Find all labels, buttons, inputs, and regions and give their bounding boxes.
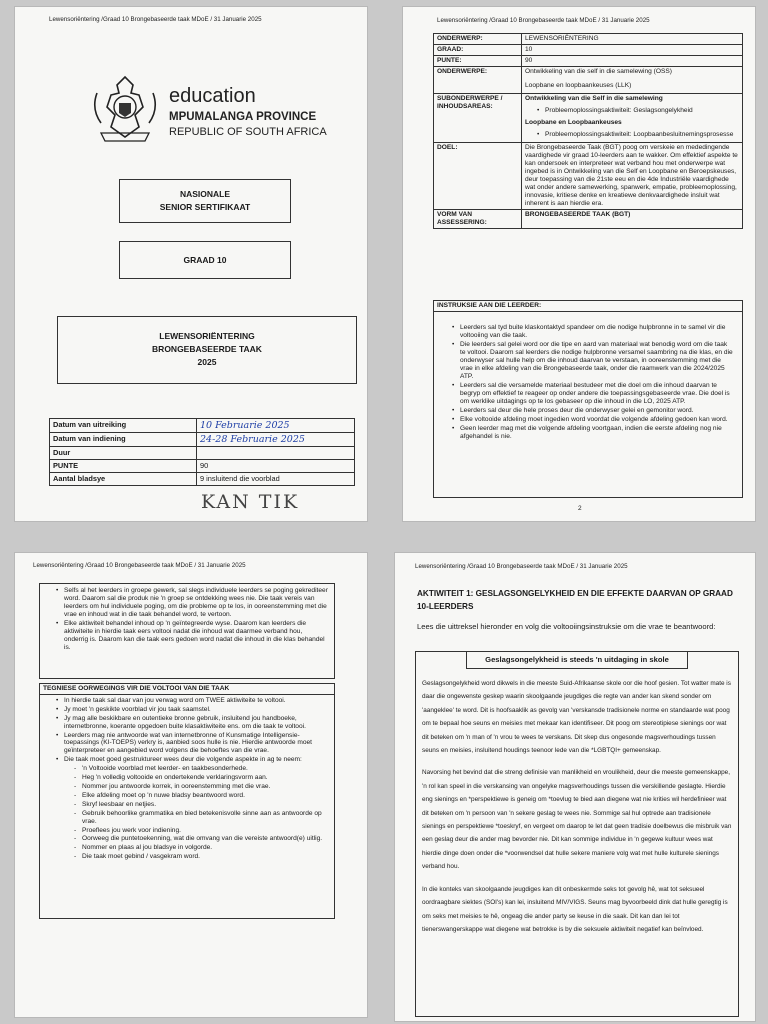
topic-line: Loopbane en loopbaankeuses (LLK) — [525, 82, 632, 89]
technical-page — [14, 552, 368, 1018]
info-label: ONDERWERP: — [434, 34, 522, 45]
aspect-item: - Gebruik behoorlike grammatika en bied betekenisvolle sinne aan as antwoorde op vrae. — [72, 810, 328, 826]
technical-title: TEGNIESE OORWEGINGS VIR DIE VOLTOOI VAN DIE TAAK — [40, 684, 334, 695]
technical-list — [40, 695, 334, 764]
title-line-1: LEWENSORIËNTERING — [159, 331, 255, 341]
page-header: Lewensoriëntering /Graad 10 Brongebaseerde taak MDoE / 31 Januarie 2025 — [437, 17, 650, 24]
detail-value: 10 Februarie 2025 — [197, 419, 355, 433]
detail-value: 24-28 Februarie 2025 — [197, 433, 355, 447]
aspect-item: - Nommer jou antwoorde korrek, in ooreenstemming met die vrae. — [72, 783, 328, 791]
title-line-3: 2025 — [197, 357, 217, 367]
extract-box — [415, 651, 739, 1017]
detail-label: PUNTE — [50, 460, 197, 473]
info-label: VORM VAN ASSESSERING: — [434, 210, 522, 229]
info-label: ONDERWERPE: — [434, 67, 522, 94]
logo-province: MPUMALANGA PROVINCE — [169, 111, 317, 123]
aspect-item: - Oorweeg die puntetoekenning, wat die omvang van die vereiste antwoord(e) uitlig. — [72, 835, 328, 843]
info-label: PUNTE: — [434, 56, 522, 67]
effort-list — [40, 584, 334, 652]
logo-word-education: education — [169, 85, 256, 107]
extract-paragraph: In die konteks van skoolgaande jeugdiges kan dit onbeskermde seks tot gevolg hê, wat tot seksueel oordraagbare siektes (SOI's) kan lei, insluitend MIV/VIGS. Seuns mag byvoorbeeld dink dat hulle geregtig is om seks met meisies te hê, ongeag die ander party se keuse in die saak. Dit kan dan lei tot tienerswangerskappe wat diegene wat betrokke is by die seksuele aktiwiteit negatief kan beïnvloed. — [422, 885, 728, 933]
handwritten-note: KAN TIK — [201, 491, 300, 513]
info-row — [434, 45, 743, 56]
info-value: 10 — [522, 45, 743, 56]
coat-of-arms-logo — [87, 73, 163, 145]
instruction-item: • Geen leerder mag met die volgende afdeling voortgaan, indien die eerste afdeling nog nie afgehandel is nie. — [450, 425, 734, 441]
instruction-item: • Leerders sal die versamelde materiaal bestudeer met die doel om die inhoud daarvan te begryp om effektief te reageer op onder andere die toepassingsgebaseerde vrae. Die doel is om werklike uitdagings op te los gebaseer op die inhoud in die LO, 2025 ATP. — [450, 382, 734, 406]
effort-item: • Selfs al het leerders in groepe gewerk, sal slegs individuele leerders se poging gekrediteer word. Daarom sal die produk nie 'n groep se ontdekking wees nie. Die taak vereis van leerders om hul individuele poging, om die probleme op te los, in ooreenstemming met die vrae en inhoud wat in die taak behandel word, te vertoon. — [54, 587, 328, 619]
task-info-table — [433, 33, 743, 229]
aspect-item: - Die taak moet gebind / vasgekram word. — [72, 853, 328, 861]
topic-line: Ontwikkeling van die self in die samelewing (OSS) — [525, 68, 672, 75]
technical-item: • In hierdie taak sal daar van jou verwag word om TWEE aktiwiteite te voltooi. — [54, 697, 328, 705]
detail-label: Datum van indiening — [50, 433, 197, 447]
technical-item: • Jy mag alle beskikbare en outentieke bronne gebruik, insluitend jou handboeke, internetbronne, koerante opgedoen buite klasaktiwiteite ens. om die taak te voltooi. — [54, 715, 328, 731]
detail-row — [50, 473, 355, 486]
instruction-item: • Die leerders sal gelei word oor die tipe en aard van materiaal wat benodig word om die taak te voltooi. Daarom sal leerders die nodige hulpbronne versamel saambring na die klas, en die onderwyser sal hulle help om die inhoud daarvan te verstaan, in ooreenstemming met die vrae in elke afdeling van die Brongebaseerde taak, onder die raamwerk van die 2024/2025 ATP. — [450, 341, 734, 381]
technical-item: • Die taak moet goed gestruktureer wees deur die volgende aspekte in ag te neem: — [54, 756, 328, 764]
info-value: 90 — [522, 56, 743, 67]
subtopic-heading: Ontwikkeling van die Self in die samelewing — [525, 95, 663, 102]
aspect-item: - Heg 'n volledig voltooide en ondertekende verklaringsvorm aan. — [72, 774, 328, 782]
info-value: BRONGEBASEERDE TAAK (BGT) — [522, 210, 743, 229]
detail-label: Aantal bladsye — [50, 473, 197, 486]
info-value — [522, 67, 743, 94]
instructions-title: INSTRUKSIE AAN DIE LEERDER: — [434, 301, 742, 312]
activity-page — [394, 552, 756, 1022]
detail-value: 90 — [197, 460, 355, 473]
info-value: Die Brongebaseerde Taak (BGT) poog om verskeie en mededingende vaardighede vir graad 10-leerders aan te wakker. Om effektief aspekte te kan ondersoek en interpreteer wat verband hou met onderwerpe wat ingebed is in Ontwikkeling van die Self en Loopbane en Beroepskeuses, deur toepassing van die 21ste eeu en die 4de Industriële vaardighede wat onder andere samewerking, spanwerk, empatie, probleemoplossing, innovasie, kritiese denke en kreatiewe denkvaardighede insluit wat inherent is aan hierdie era. — [522, 143, 743, 210]
info-value — [522, 94, 743, 143]
activity-title: AKTIWITEIT 1: GESLAGSONGELYKHEID EN DIE EFFEKTE DAARVAN OP GRAAD 10-LEERDERS — [417, 589, 733, 611]
subtopic-item: • Probleemoplossingsaktiwiteit: Loopbaanbesluitnemingsprosesse — [535, 131, 739, 139]
nss-line-2: SENIOR SERTIFIKAAT — [159, 202, 251, 212]
subtopic-item: • Probleemoplossingsaktiwiteit: Geslagsongelykheid — [535, 107, 739, 115]
detail-value — [197, 447, 355, 460]
page-header: Lewensoriëntering /Graad 10 Brongebaseerde taak MDoE / 31 Januarie 2025 — [33, 562, 246, 569]
extract-paragraph: Geslagsongelykheid word dikwels in die meeste Suid-Afrikaanse skole oor die hoof gesien. Tot watter mate is daar die ongewenste geskep waarin skoolgaande jeugdiges die regte van ander kan skend sonder om 'aangeklee' te word. Dit is hoofsaaklik as gevolg van 'verskansde tradisionele norme en standaarde wat poog om te bepaal hoe seuns en meisies met mekaar kan identifiseer. Dit poog om stereotipiese sienings oor wat dit beteken om 'n man of 'n vrou te wees te verskans. Dit skep dus ongesonde magsverhoudings tussen seuns en meisies, insluitend houdings teenoor lede van die *LGBTQI+ gemeenskap. — [422, 680, 731, 755]
page-number: 2 — [578, 505, 582, 512]
info-label: GRAAD: — [434, 45, 522, 56]
instructions-box — [433, 300, 743, 498]
aspect-item: - Skryf leesbaar en netjies. — [72, 801, 328, 809]
info-row — [434, 210, 743, 229]
detail-value: 9 insluitend die voorblad — [197, 473, 355, 486]
info-row — [434, 143, 743, 210]
activity-intro: Lees die uittreksel hieronder en volg die voltooiingsinstruksie om die vrae te beantwoord: — [417, 622, 716, 631]
technical-item: • Jy moet 'n geskikte voorblad vir jou taak saamstel. — [54, 706, 328, 714]
logo-republic: REPUBLIC OF SOUTH AFRICA — [169, 126, 327, 138]
subtopic-list — [535, 131, 739, 139]
nss-box — [119, 179, 291, 223]
aspect-item: - Proeflees jou werk voor indiening. — [72, 827, 328, 835]
title-box — [57, 316, 357, 384]
info-value: LEWENSORIËNTERING — [522, 34, 743, 45]
task-info-page — [402, 6, 756, 522]
aspect-item: - Nommer en plaas al jou bladsye in volgorde. — [72, 844, 328, 852]
detail-row — [50, 433, 355, 447]
instructions-list — [434, 312, 742, 441]
aspect-item: - Elke afdeling moet op 'n nuwe bladsy beantwoord word. — [72, 792, 328, 800]
info-row — [434, 94, 743, 143]
individual-effort-box — [39, 583, 335, 679]
instruction-item: • Elke voltooide afdeling moet ingedien word voordat die volgende afdeling gedoen kan word. — [450, 416, 734, 424]
info-row — [434, 34, 743, 45]
aspect-item: - 'n Voltooide voorblad met leerder- en taakbesonderhede. — [72, 765, 328, 773]
instruction-item: • Leerders sal deur die hele proses deur die onderwyser gelei en gemonitor word. — [450, 407, 734, 415]
effort-item: • Elke aktiwiteit behandel inhoud op 'n geïntegreerde wyse. Daarom kan leerders die aktiwiteite in hierdie taak eers voltooi nadat die inhoud wat daarmee verband hou, onderrig is. Daarom kan die taak eers gedoen word nadat die inhoud in die klas behandel is. — [54, 620, 328, 652]
extract-paragraph: Navorsing het bevind dat die streng definisie van manlikheid en vroulikheid, deur die meeste gemeenskappe, 'n rol kan speel in die verskansing van ongelyke magsverhoudings tussen die verskillende geslagte. Hierdie eng sienings en *perspektiewe is geneig om *toevlug te bied aan diegene wat nie krities wil herdefinieer wat dit beteken om 'n persoon van 'n sekere geslag te wees nie. Sommige sal hul optrede aan tradisionele sienings en perspektiewe *toeskryf, en vergeet om daarop te let dat geen tradisie doelbewus die misbruik van een geslag deur die ander mag bevorder nie. Dit kan sommige individue in 'n gegewe kultuur wees wat hierdie dinge doen onder die *voorwendsel dat hulle sekere maniere volg wat met hulle kulturele sienings verband hou. — [422, 769, 732, 871]
page-header: Lewensoriëntering /Graad 10 Brongebaseerde taak MDoE / 31 Januarie 2025 — [415, 563, 628, 570]
info-row — [434, 56, 743, 67]
technical-item: • Leerders mag nie antwoorde wat van internetbronne of Kunsmatige Intelligensie-toepassings (KI-TOEPS) verkry is, aanbied soos hulle is nie. Hierdie antwoorde moet geïnterpreteer en aangebied word volgens die behoeftes van die vrae. — [54, 732, 328, 756]
grade-box — [119, 241, 291, 279]
page-header: Lewensoriëntering /Graad 10 Brongebaseerde taak MDoE / 31 Januarie 2025 — [49, 16, 262, 23]
detail-row — [50, 447, 355, 460]
detail-label: Datum van uitreiking — [50, 419, 197, 433]
technical-box — [39, 683, 335, 919]
instruction-item: • Leerders sal tyd buite klaskontaktyd spandeer om die nodige hulpbronne in te samel vir die voltooiing van die taak. — [450, 324, 734, 340]
subtopic-list — [535, 107, 739, 115]
detail-row — [50, 460, 355, 473]
info-label: SUBONDERWERPE / INHOUDSAREAS: — [434, 94, 522, 143]
title-line-2: BRONGEBASEERDE TAAK — [152, 344, 262, 354]
aspects-list — [40, 765, 334, 861]
cover-page — [14, 6, 368, 522]
extract-title: Geslagsongelykheid is steeds 'n uitdaging in skole — [466, 652, 688, 669]
info-row — [434, 67, 743, 94]
info-label: DOEL: — [434, 143, 522, 210]
grade-label: GRAAD 10 — [183, 255, 227, 265]
subtopic-heading: Loopbane en Loopbaankeuses — [525, 119, 622, 126]
detail-label: Duur — [50, 447, 197, 460]
details-table — [49, 418, 355, 486]
nss-line-1: NASIONALE — [179, 189, 231, 199]
detail-row — [50, 419, 355, 433]
